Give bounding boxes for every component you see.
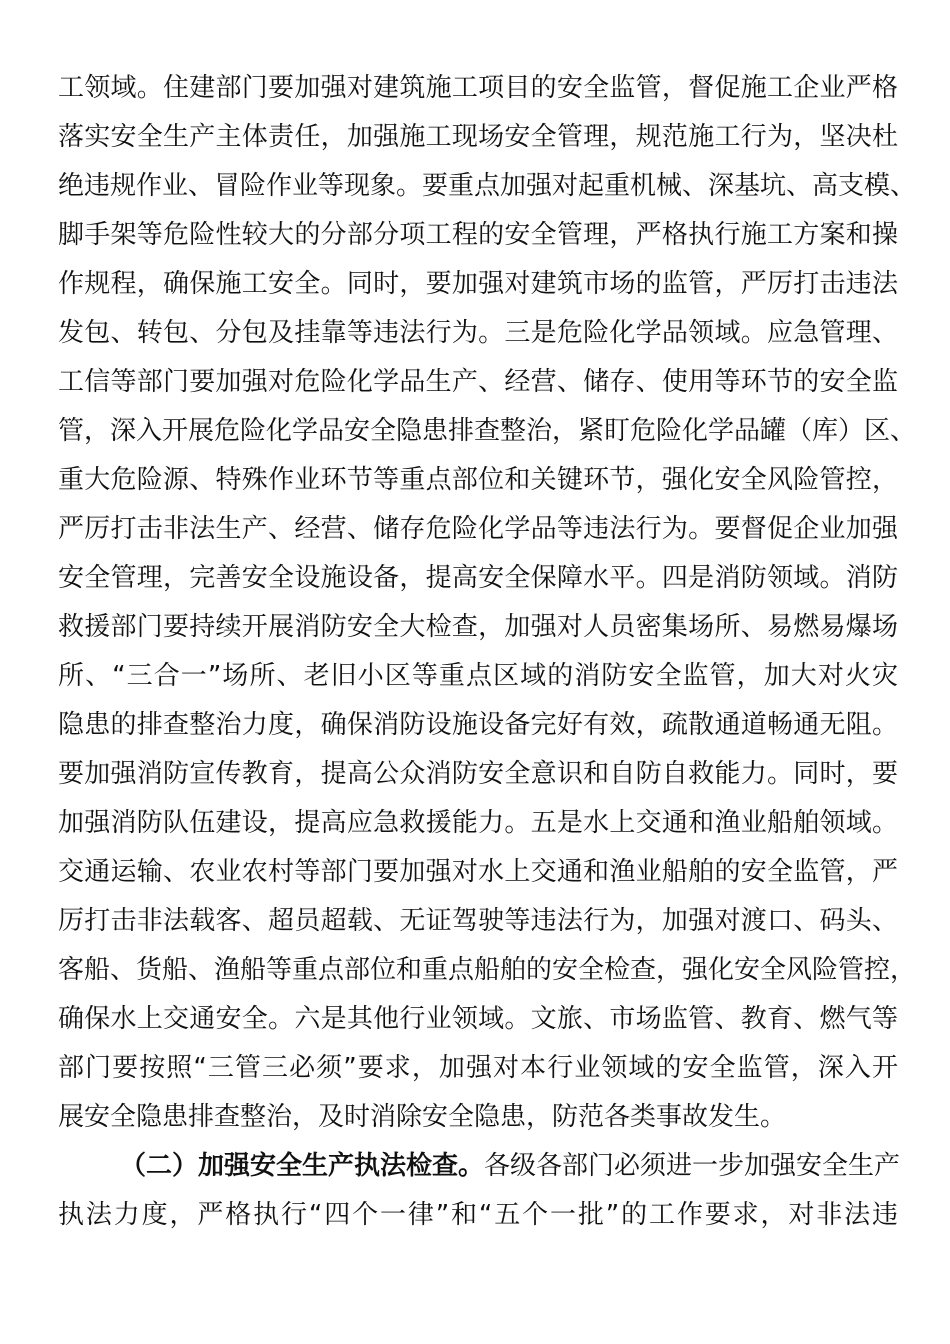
text-line: 绝违规作业、冒险作业等现象。要重点加强对起重机械、深基坑、高支模、	[58, 171, 917, 201]
text-line: 要加强消防宣传教育，提高公众消防安全意识和自防自救能力。同时，要	[58, 759, 898, 789]
text-line: 安全管理，完善安全设施设备，提高安全保障水平。四是消防领域。消防	[58, 563, 898, 593]
text-line: 确保水上交通安全。六是其他行业领域。文旅、市场监管、教育、燃气等	[58, 1004, 898, 1034]
section-heading-rest: 各级各部门必须进一步加强安全生产	[484, 1151, 901, 1181]
text-line: 救援部门要持续开展消防安全大检查，加强对人员密集场所、易燃易爆场	[58, 612, 898, 642]
section-heading-line	[58, 1146, 901, 1186]
text-line-paragraph-end: 展安全隐患排查整治，及时消除安全隐患，防范各类事故发生。	[58, 1102, 787, 1132]
text-line: 重大危险源、特殊作业环节等重点部位和关键环节，强化安全风险管控，	[58, 465, 898, 495]
text-line: 严厉打击非法生产、经营、储存危险化学品等违法行为。要督促企业加强	[58, 514, 898, 544]
text-line: 管，深入开展危险化学品安全隐患排查整治，紧盯危险化学品罐（库）区、	[58, 416, 917, 446]
text-line: 厉打击非法载客、超员超载、无证驾驶等违法行为，加强对渡口、码头、	[58, 906, 898, 936]
text-line: 交通运输、农业农村等部门要加强对水上交通和渔业船舶的安全监管，严	[58, 857, 898, 887]
text-line: 客船、货船、渔船等重点部位和重点船舶的安全检查，强化安全风险管控，	[58, 955, 917, 985]
text-line: 所、“三合一”场所、老旧小区等重点区域的消防安全监管，加大对火灾	[58, 661, 898, 691]
text-line: 作规程，确保施工安全。同时，要加强对建筑市场的监管，严厉打击违法	[58, 269, 898, 299]
text-line: 落实安全生产主体责任，加强施工现场安全管理，规范施工行为，坚决杜	[58, 122, 898, 152]
text-line: 执法力度，严格执行“四个一律”和“五个一批”的工作要求，对非法违	[58, 1200, 898, 1230]
text-line: 脚手架等危险性较大的分部分项工程的安全管理，严格执行施工方案和操	[58, 220, 898, 250]
text-line: 工领域。住建部门要加强对建筑施工项目的安全监管，督促施工企业严格	[58, 73, 898, 103]
text-line: 部门要按照“三管三必须”要求，加强对本行业领域的安全监管，深入开	[58, 1053, 898, 1083]
text-line: 加强消防队伍建设，提高应急救援能力。五是水上交通和渔业船舶领域。	[58, 808, 898, 838]
text-line: 工信等部门要加强对危险化学品生产、经营、储存、使用等环节的安全监	[58, 367, 898, 397]
text-line: 隐患的排查整治力度，确保消防设施设备完好有效，疏散通道畅通无阻。	[58, 710, 898, 740]
section-heading: （二）加强安全生产执法检查。	[120, 1151, 485, 1181]
text-line: 发包、转包、分包及挂靠等违法行为。三是危险化学品领域。应急管理、	[58, 318, 898, 348]
